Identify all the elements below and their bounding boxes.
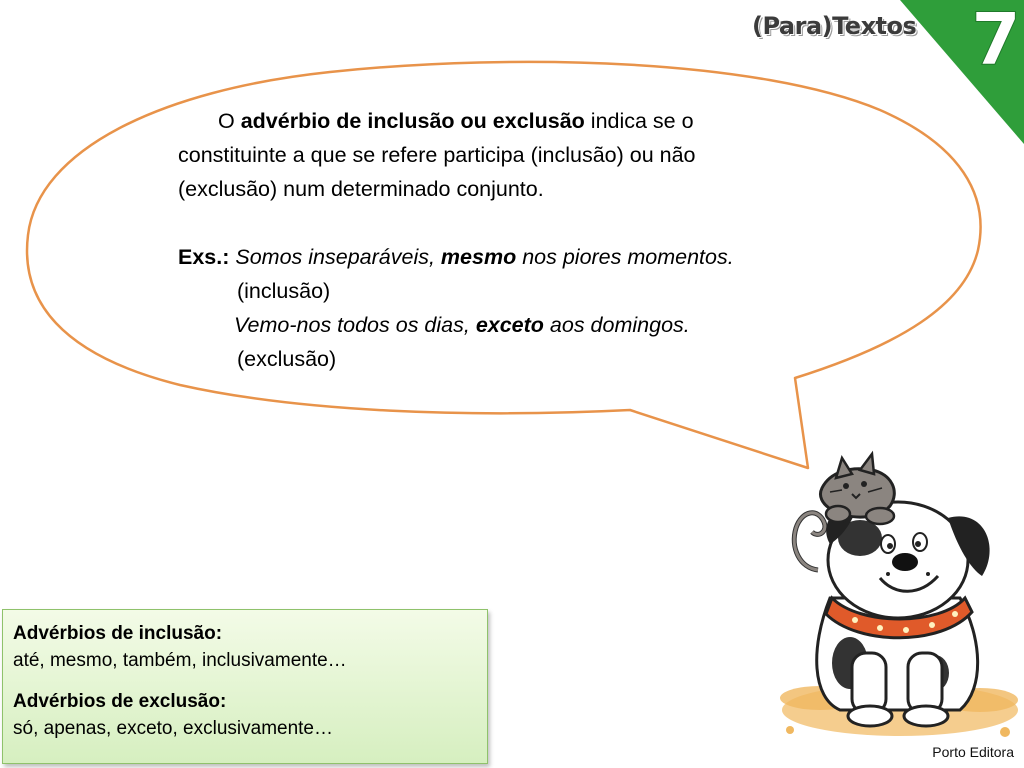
inclusion-title: Advérbios de inclusão: [13,623,223,644]
example-2-keyword: exceto [475,313,544,337]
definition-term: advérbio de inclusão ou exclusão [240,109,585,133]
publisher-label: Porto Editora [932,744,1014,760]
summary-box [2,609,488,764]
exclusion-list: só, apenas, exceto, exclusivamente… [13,718,334,739]
example-1: Exs.: Somos inseparáveis, mesmo nos piores momentos. [178,245,734,269]
definition-line-2: constituinte a que se refere participa (inclusão) ou não [178,143,696,167]
example-2-tag: (exclusão) [237,347,337,371]
bubble-content [178,104,838,376]
inclusion-list: até, mesmo, também, inclusivamente… [13,650,347,671]
example-1-tag: (inclusão) [237,279,331,303]
dog-cat-illustration [760,448,1024,744]
brand-logo: (Para)Textos [752,12,917,40]
example-2: Vemo-nos todos os dias, exceto aos domingos. [234,313,690,337]
corner-number: 7 [970,0,1022,81]
examples-label: Exs.: [178,245,230,269]
definition-line-3: (exclusão) num determinado conjunto. [178,177,544,201]
exclusion-title: Advérbios de exclusão: [13,691,227,712]
definition-line-1: O advérbio de inclusão ou exclusão indica se o [218,109,694,133]
example-1-keyword: mesmo [440,245,517,269]
